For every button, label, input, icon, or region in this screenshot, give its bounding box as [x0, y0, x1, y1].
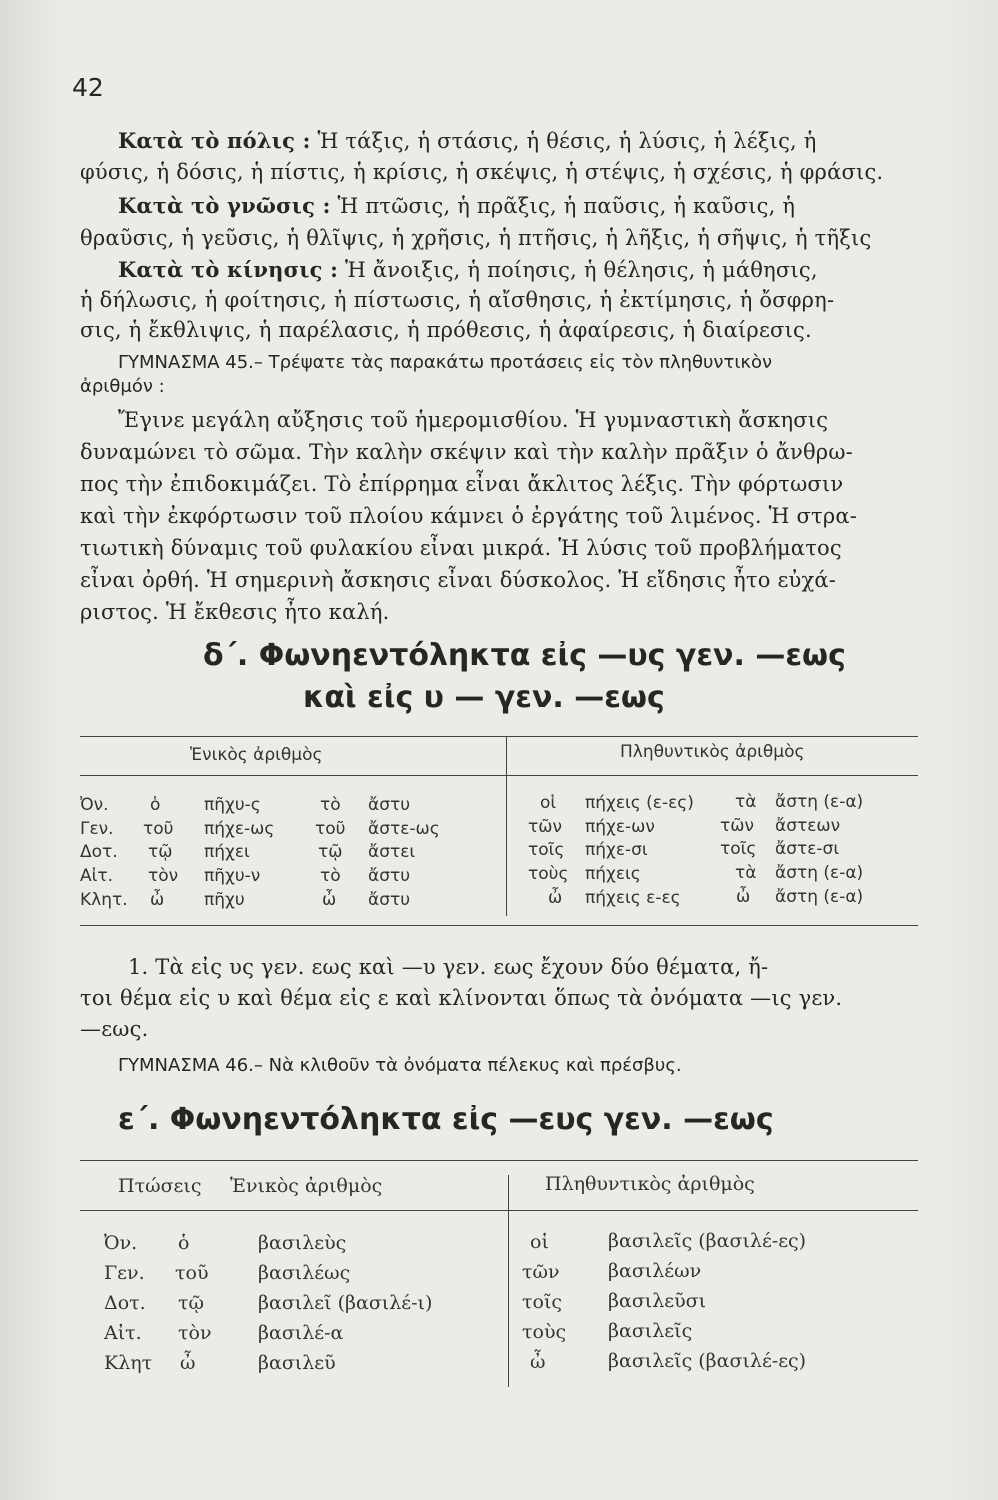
noun-form: πῆχυ [204, 890, 245, 910]
rule-line: 1. Τὰ εἰς υς γεν. εως καὶ —υ γεν. εως ἔχουν δύο θέματα, ἤ- [128, 955, 769, 979]
table-d-singular-header: Ἑνικὸς ἀριθμὸς [190, 745, 323, 765]
case-label: Αἰτ. [80, 866, 114, 886]
plural-article: τῶν [528, 817, 562, 837]
noun-form: πήχε-ως [204, 819, 275, 839]
noun-form: ἄστυ [368, 890, 411, 910]
intro-line [80, 318, 812, 342]
exercise-45-line: πος τὴν ἐπιδοκιμάζει. Τὸ ἐπίρρημα εἶναι ἄκλιτος λέξις. Τὴν φόρτωσιν [80, 472, 844, 496]
plural-article: τὰ [735, 792, 757, 812]
article: ὦ [322, 890, 337, 910]
table-e-cases-header: Πτώσεις [118, 1175, 202, 1197]
table-d-top-rule [80, 736, 918, 737]
noun-form: πῆχυ-ς [204, 795, 261, 815]
case-label: Κλητ [104, 1352, 153, 1374]
table-e-top-rule [80, 1160, 918, 1161]
rule-line: τοι θέμα εἰς υ καὶ θέμα εἰς ε καὶ κλίνονται ὅπως τὰ ὀνόματα —ις γεν. [80, 986, 843, 1010]
plural-article: τοὺς [528, 864, 569, 884]
exercise-45-line: καὶ τὴν ἐκφόρτωσιν τοῦ πλοίου κάμνει ὁ ἐργάτης τοῦ λιμένος. Ἡ στρα- [80, 504, 858, 528]
exercise-45-line: τιωτικὴ δύναμις τοῦ φυλακίου εἶναι μικρά. Ἡ λύσις τοῦ προβλήματος [80, 536, 842, 560]
exercise-46-label: ΓΥΜΝΑΣΜΑ 46.– Νὰ κλιθοῦν τὰ ὀνόματα πέλεκυς καὶ πρέσβυς. [118, 1055, 682, 1076]
plural-noun-form: ἄστεων [775, 816, 841, 836]
article: τῷ [148, 842, 173, 862]
intro-line-text: φύσις, ἡ δόσις, ἡ πίστις, ἡ κρίσις, ἡ σκέψις, ἡ στέψις, ἡ σχέσις, ἡ φράσις. [80, 160, 884, 184]
plural-noun-form: ἄστε-σι [775, 839, 840, 859]
plural-noun-form: βασιλεῖς [608, 1320, 693, 1342]
intro-line [118, 128, 817, 153]
intro-line-bold: Κατὰ τὸ κίνησις : [118, 257, 339, 282]
table-e-divider [508, 1175, 509, 1387]
section-d-heading-line2: καὶ εἰς υ — γεν. —εως [303, 680, 665, 715]
intro-line [118, 257, 818, 282]
section-e-heading: ε΄. Φωνηεντόληκτα εἰς —ευς γεν. —εως [118, 1102, 774, 1137]
exercise-45-line: ριστος. Ἡ ἔκθεσις ἦτο καλή. [80, 600, 390, 624]
plural-article: τῶν [522, 1261, 560, 1283]
plural-noun-form: ἄστη (ε-α) [775, 792, 864, 812]
plural-noun-form: βασιλεῖς (βασιλέ-ες) [608, 1350, 807, 1372]
intro-line [80, 226, 871, 250]
table-e-singular-header: Ἑνικὸς ἀριθμὸς [230, 1175, 383, 1197]
intro-line-text: σις, ἡ ἔκθλιψις, ἡ παρέλασις, ἡ πρόθεσις, ἡ ἀφαίρεσις, ἡ διαίρεσις. [80, 318, 812, 342]
plural-article: ὦ [736, 887, 751, 907]
article: τῷ [178, 1292, 205, 1314]
intro-line-text: Ἡ ἄνοιξις, ἡ ποίησις, ἡ θέλησις, ἡ μάθησις, [338, 258, 818, 282]
noun-form: βασιλεὺς [258, 1232, 347, 1254]
page-number: 42 [72, 73, 104, 102]
intro-line-text: ἡ δήλωσις, ἡ φοίτησις, ἡ πίστωσις, ἡ αἴσθησις, ἡ ἐκτίμησις, ἡ ὄσφρη- [80, 288, 835, 312]
table-d-plural-header: Πληθυντικὸς ἀριθμὸς [620, 742, 805, 762]
plural-noun-form: βασιλέων [608, 1260, 702, 1282]
exercise-45-line: Ἔγινε μεγάλη αὔξησις τοῦ ἡμερομισθίου. Ἡ γυμναστικὴ ἄσκησις [118, 408, 829, 432]
table-d-divider [506, 736, 507, 916]
noun-form: βασιλέ-α [258, 1322, 344, 1344]
case-label: Γεν. [80, 819, 114, 839]
plural-article: τοῖς [522, 1291, 563, 1313]
noun-form: βασιλεῖ (βασιλέ-ι) [258, 1292, 433, 1314]
article: τοῦ [175, 1262, 209, 1284]
noun-form: ἄστυ [368, 795, 411, 815]
intro-line-text: θραῦσις, ἡ γεῦσις, ἡ θλῖψις, ἡ χρῆσις, ἡ πτῆσις, ἡ λῆξις, ἡ σῆψις, ἡ τῆξις [80, 226, 872, 250]
plural-noun-form: πήχε-ων [585, 817, 655, 837]
article: ὁ [150, 795, 161, 815]
section-d-heading-line1: δ΄. Φωνηεντόληκτα εἰς —υς γεν. —εως [203, 638, 846, 673]
plural-noun-form: πήχεις ε-ες [585, 888, 681, 908]
article: τὸν [148, 866, 179, 886]
case-label: Ὀν. [80, 795, 109, 815]
exercise-45-label: ΓΥΜΝΑΣΜΑ 45.– Τρέψατε τὰς παρακάτω προτάσεις εἰς τὸν πληθυντικὸν [118, 352, 773, 373]
article: ὦ [180, 1352, 196, 1374]
rule-line: —εως. [80, 1017, 149, 1041]
plural-article: τοῖς [528, 840, 565, 860]
article: τῷ [318, 842, 343, 862]
table-e-header-rule [80, 1210, 918, 1211]
case-label: Κλητ. [80, 890, 128, 910]
intro-line [80, 288, 834, 312]
exercise-45-line: δυναμώνει τὸ σῶμα. Τὴν καλὴν σκέψιν καὶ τὴν καλὴν πρᾶξιν ὁ ἄνθρω- [80, 440, 853, 464]
plural-article: ὦ [530, 1351, 546, 1373]
noun-form: βασιλέως [258, 1262, 351, 1284]
intro-line-bold: Κατὰ τὸ πόλις : [118, 128, 311, 153]
table-d-header-rule [80, 775, 918, 776]
plural-noun-form: βασιλεῖς (βασιλέ-ες) [608, 1230, 807, 1252]
article: τὸ [320, 866, 341, 886]
noun-form: ἄστυ [368, 866, 411, 886]
table-d-bottom-rule [80, 925, 918, 926]
case-label: Γεν. [104, 1262, 145, 1284]
exercise-45-label-cont: ἀριθμόν : [80, 376, 165, 397]
plural-article: τοὺς [522, 1321, 567, 1343]
table-e-plural-header: Πληθυντικὸς ἀριθμὸς [545, 1173, 755, 1195]
plural-noun-form: πήχε-σι [585, 840, 648, 860]
plural-article: ὦ [548, 888, 563, 908]
case-label: Δοτ. [80, 842, 118, 862]
plural-noun-form: πήχεις (ε-ες) [585, 793, 694, 813]
exercise-45-line: εἶναι ὀρθή. Ἡ σημερινὴ ἄσκησις εἶναι δύσκολος. Ἡ εἴδησις ἦτο εὐχά- [80, 568, 837, 592]
article: ὁ [178, 1232, 190, 1254]
noun-form: βασιλεῦ [258, 1352, 336, 1374]
case-label: Αἰτ. [104, 1322, 142, 1344]
article: ὦ [150, 890, 165, 910]
plural-noun-form: βασιλεῦσι [608, 1290, 707, 1312]
plural-noun-form: ἄστη (ε-α) [775, 887, 864, 907]
case-label: Δοτ. [104, 1292, 146, 1314]
plural-article: οἱ [530, 1231, 549, 1253]
article: τὸ [320, 795, 341, 815]
plural-article: τοῖς [720, 839, 757, 859]
plural-article: τῶν [720, 816, 754, 836]
plural-article: τὰ [735, 863, 757, 883]
article: τὸν [178, 1322, 212, 1344]
intro-line-text: Ἡ τάξις, ἡ στάσις, ἡ θέσις, ἡ λύσις, ἡ λέξις, ἡ [310, 129, 817, 153]
intro-line [118, 193, 795, 218]
noun-form: πήχει [204, 842, 250, 862]
intro-line-text: Ἡ πτῶσις, ἡ πρᾶξις, ἡ παῦσις, ἡ καῦσις, ἡ [330, 194, 796, 218]
plural-noun-form: ἄστη (ε-α) [775, 863, 864, 883]
noun-form: πῆχυ-ν [204, 866, 261, 886]
noun-form: ἄστε-ως [368, 819, 440, 839]
plural-noun-form: πήχεις [585, 864, 641, 884]
article: τοῦ [315, 819, 346, 839]
plural-article: οἱ [540, 793, 557, 813]
case-label: Ὀν. [104, 1232, 138, 1254]
article: τοῦ [143, 819, 174, 839]
intro-line-bold: Κατὰ τὸ γνῶσις : [118, 193, 331, 218]
noun-form: ἄστει [368, 842, 416, 862]
intro-line [80, 160, 883, 184]
